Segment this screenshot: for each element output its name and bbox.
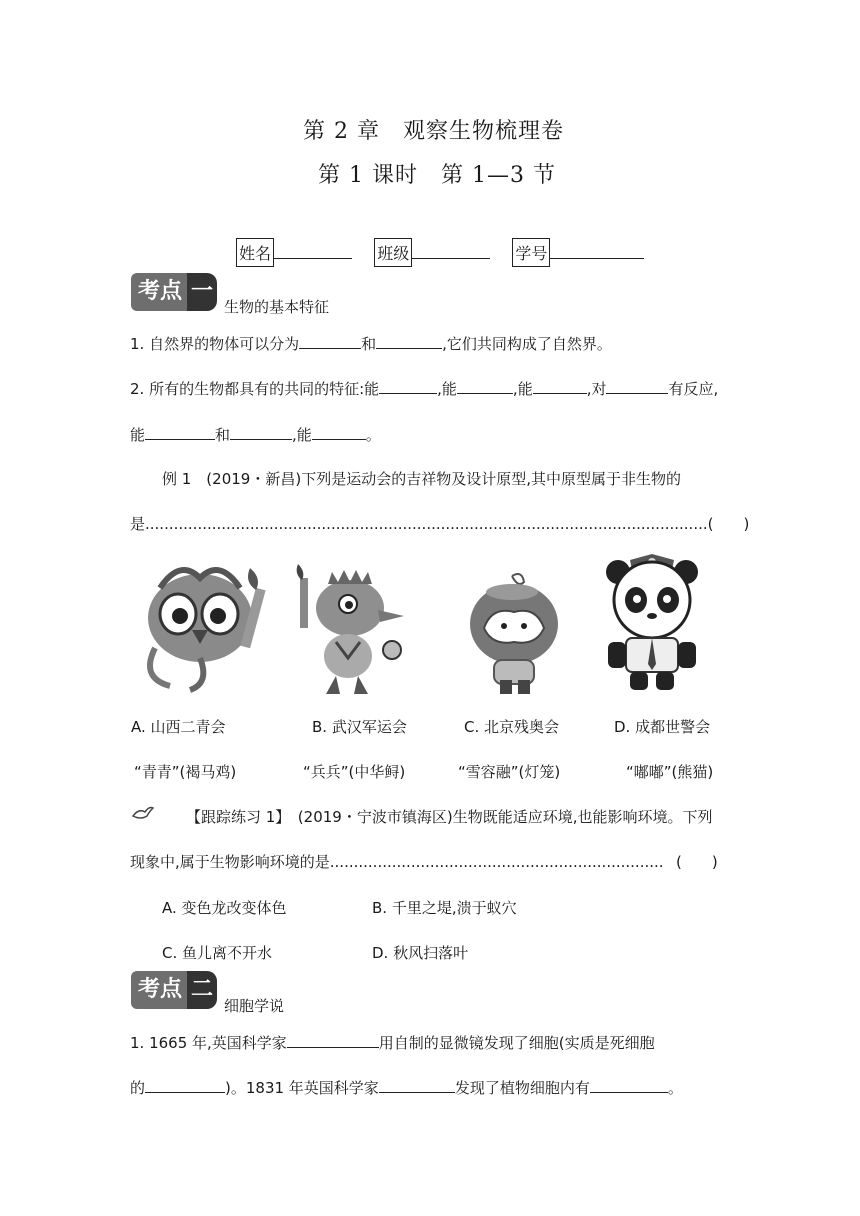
practice-option-d: D. 秋风扫落叶 [372, 944, 469, 962]
question-1: 1. 自然界的物体可以分为 和 ,它们共同构成了自然界。 [130, 335, 612, 353]
option-d-desc: “嘟嘟”(熊猫) [626, 763, 714, 781]
chapter-title: 第 2 章 观察生物梳理卷 [303, 119, 564, 144]
badge-number: 一 [187, 273, 217, 311]
name-label: 姓名 [236, 238, 274, 267]
practice-1-line2: 现象中,属于生物影响环境的是...................................................................... [130, 853, 664, 871]
example-1-line2: 是......................................................................................................................( ) [130, 515, 750, 533]
student-info [236, 238, 644, 267]
mascot-owl-image [130, 548, 270, 693]
option-a-desc: “青青”(褐马鸡) [134, 763, 237, 781]
mascot-lantern-image [462, 572, 572, 697]
section2-question-1-line2: 的 )。1831 年英国科学家 发现了植物细胞内有 。 [130, 1079, 683, 1097]
practice-option-b: B. 千里之堤,溃于蚁穴 [372, 899, 517, 917]
name-field[interactable] [274, 244, 352, 259]
number-label: 学号 [512, 238, 550, 267]
option-b-label: B. 武汉军运会 [312, 718, 407, 736]
practice-1-answer[interactable]: ( ) [676, 853, 718, 871]
question-2-line1: 2. 所有的生物都具有的共同的特征:能 ,能 ,能 ,对 有反应, [130, 380, 719, 398]
section-heading-2: 细胞学说 [224, 997, 285, 1015]
mascot-sturgeon-image [288, 558, 418, 703]
section2-question-1-line1: 1. 1665 年,英国科学家 用自制的显微镜发现了细胞(实质是死细胞 [130, 1034, 655, 1052]
section-badge-2 [131, 971, 215, 1009]
example-1-line1: 例 1 (2019・新昌)下列是运动会的吉祥物及设计原型,其中原型属于非生物的 [162, 470, 681, 488]
section-heading-1: 生物的基本特征 [224, 298, 330, 316]
question-2-line2: 能 和 ,能 。 [130, 426, 381, 444]
bird-icon [131, 804, 155, 822]
badge-number: 二 [187, 971, 217, 1009]
class-label: 班级 [374, 238, 412, 267]
option-c-label: C. 北京残奥会 [464, 718, 560, 736]
mascot-panda-image [602, 552, 702, 692]
badge-label: 考点 [131, 971, 189, 1009]
option-d-label: D. 成都世警会 [614, 718, 711, 736]
practice-option-a: A. 变色龙改变体色 [162, 899, 287, 917]
option-c-desc: “雪容融”(灯笼) [458, 763, 561, 781]
lesson-title: 第 1 课时 第 1—3 节 [318, 163, 556, 188]
option-a-label: A. 山西二青会 [131, 718, 226, 736]
option-b-desc: “兵兵”(中华鲟) [303, 763, 406, 781]
badge-label: 考点 [131, 273, 189, 311]
class-field[interactable] [412, 244, 490, 259]
practice-1-line1: 【跟踪练习 1】 (2019・宁波市镇海区)生物既能适应环境,也能影响环境。下列 [186, 808, 713, 826]
section-badge-1 [131, 273, 215, 311]
number-field[interactable] [550, 244, 644, 259]
practice-option-c: C. 鱼儿离不开水 [162, 944, 273, 962]
